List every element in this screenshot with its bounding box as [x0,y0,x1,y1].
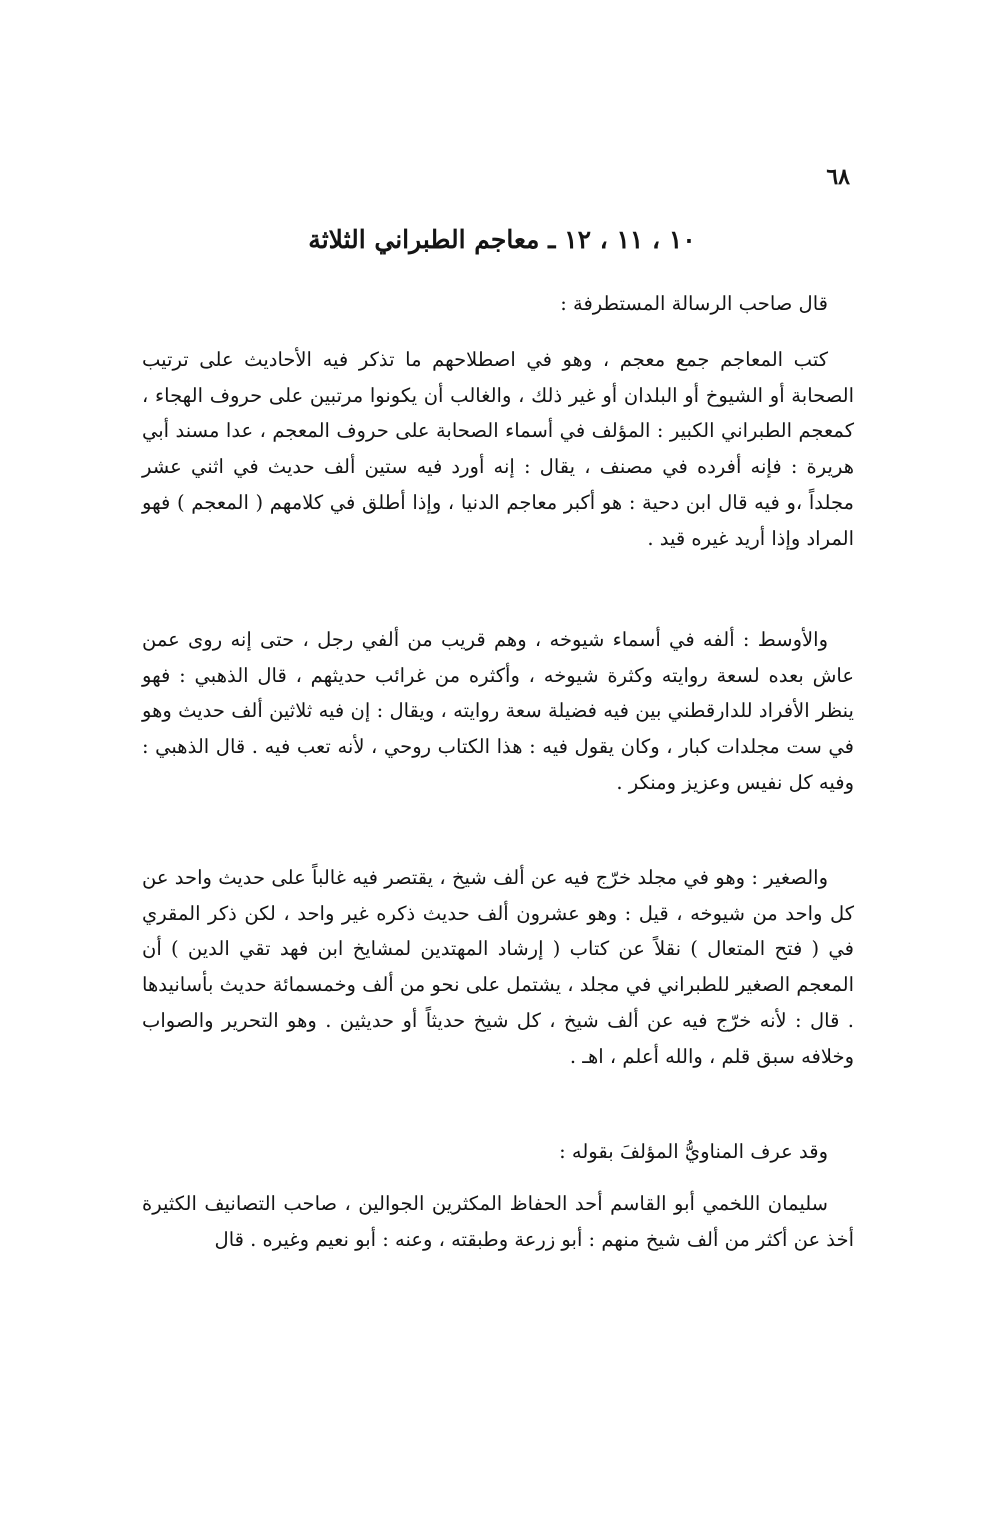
paragraph-intro: قال صاحب الرسالة المستطرفة : [560,292,828,315]
paragraph-munawi: وقد عرف المناويُّ المؤلفَ بقوله : [559,1140,828,1163]
paragraph-saghir: والصغير : وهو في مجلد خرّج فيه عن ألف شيخ ، يقتصر فيه غالباً على حديث واحد عن كل واحد من شيوخه ، قيل : وهو عشرون ألف حديث ذكره غير واحد ، لكن ذكر المقري في ( فتح المتعال ) نقلاً عن كتاب ( إرشاد المهتدين لمشايخ ابن فهد تقي الدين ) أن المعجم الصغير للطبراني في مجلد ، يشتمل على نحو من ألف وخمسمائة حديث بأسانيدها . قال : لأنه خرّج فيه عن ألف شيخ ، كل شيخ حديثاً أو حديثين . وهو التحرير والصواب وخلافه سبق قلم ، والله أعلم ، اهـ . [142,866,854,1068]
paragraph-sulayman: سليمان اللخمي أبو القاسم أحد الحفاظ المكثرين الجوالين ، صاحب التصانيف الكثيرة أخذ عن أكثر من ألف شيخ منهم : أبو زرعة وطبقته ، وعنه : أبو نعيم وغيره . قال [142,1192,854,1251]
paragraph-awsat: والأوسط : ألفه في أسماء شيوخه ، وهم قريب من ألفي رجل ، حتى إنه روى عمن عاش بعده لسعة روايته وكثرة شيوخه ، وأكثره من غرائب حديثهم ، قال الذهبي : فهو ينظر الأفراد للدارقطني بين فيه فضيلة سعة روايته ، ويقال : إن فيه ثلاثين ألف حديث وهو في ست مجلدات كبار ، وكان يقول فيه : هذا الكتاب روحي ، لأنه تعب فيه . قال الذهبي : وفيه كل نفيس وعزيز ومنكر . [142,628,854,794]
paragraph-mujam-kabir: كتب المعاجم جمع معجم ، وهو في اصطلاحهم ما تذكر فيه الأحاديث على ترتيب الصحابة أو الشيوخ أو البلدان أو غير ذلك ، والغالب أن يكونوا مرتبين على حروف الهجاء ، كمعجم الطبراني الكبير : المؤلف في أسماء الصحابة على حروف المعجم ، عدا مسند أبي هريرة : فإنه أفرده في مصنف ، يقال : إنه أورد فيه ستين ألف حديث في اثني عشر مجلداً ،و فيه قال ابن دحية : هو أكبر معاجم الدنيا ، وإذا أطلق في كلامهم ( المعجم ) فهو المراد وإذا أريد غيره قيد . [142,348,854,550]
chapter-title: ١٠ ، ١١ ، ١٢ ـ معاجم الطبراني الثلاثة [308,225,696,254]
page-number: ٦٨ [826,164,850,190]
